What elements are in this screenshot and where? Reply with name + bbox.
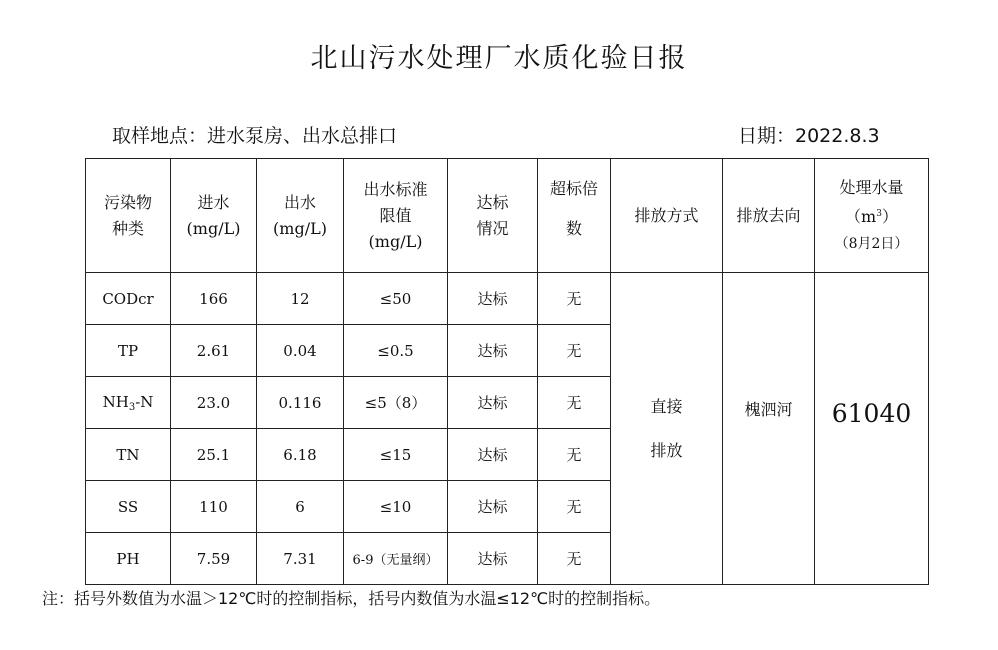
cell-status: 达标: [448, 273, 538, 325]
cell-pollutant: SS: [86, 481, 171, 533]
cell-status: 达标: [448, 429, 538, 481]
cell-discharge-method: 直接 排放: [611, 273, 723, 585]
cell-discharge-destination: 槐泗河: [723, 273, 815, 585]
cell-inflow: 7.59: [171, 533, 257, 585]
cell-inflow: 2.61: [171, 325, 257, 377]
header-limit: 出水标准 限值 (mg/L): [344, 159, 448, 273]
cell-status: 达标: [448, 325, 538, 377]
header-status: 达标 情况: [448, 159, 538, 273]
cell-pollutant: CODcr: [86, 273, 171, 325]
cell-pollutant: TP: [86, 325, 171, 377]
header-pollutant: 污染物 种类: [86, 159, 171, 273]
cell-limit: ≤15: [344, 429, 448, 481]
water-quality-table: [85, 158, 929, 585]
cell-inflow: 110: [171, 481, 257, 533]
header-method: 排放方式: [611, 159, 723, 273]
cell-pollutant: PH: [86, 533, 171, 585]
report-date: 日期：2022.8.3: [738, 125, 880, 147]
cell-outflow: 0.04: [257, 325, 344, 377]
cell-exceed: 无: [538, 273, 611, 325]
sampling-location: 取样地点：进水泵房、出水总排口: [112, 125, 398, 147]
header-exceed: 超标倍 数: [538, 159, 611, 273]
header-destination: 排放去向: [723, 159, 815, 273]
table-row: [86, 273, 929, 325]
cell-outflow: 0.116: [257, 377, 344, 429]
page-title: 北山污水处理厂水质化验日报: [310, 43, 688, 74]
cell-exceed: 无: [538, 377, 611, 429]
cell-limit: ≤10: [344, 481, 448, 533]
header-inflow: 进水 (mg/L): [171, 159, 257, 273]
cell-status: 达标: [448, 481, 538, 533]
cell-inflow: 166: [171, 273, 257, 325]
cell-outflow: 12: [257, 273, 344, 325]
cell-outflow: 6.18: [257, 429, 344, 481]
cell-status: 达标: [448, 533, 538, 585]
cell-exceed: 无: [538, 429, 611, 481]
cell-limit: 6-9（无量纲）: [344, 533, 448, 585]
cell-exceed: 无: [538, 325, 611, 377]
cell-pollutant: TN: [86, 429, 171, 481]
cell-exceed: 无: [538, 481, 611, 533]
cell-outflow: 6: [257, 481, 344, 533]
header-volume: 处理水量 $(m^3)$ （8月2日）: [815, 159, 929, 273]
header-row: [86, 159, 929, 273]
cell-inflow: 25.1: [171, 429, 257, 481]
footnote: 注：括号外数值为水温＞12℃时的控制指标，括号内数值为水温≤12℃时的控制指标。: [42, 589, 661, 608]
cell-inflow: 23.0: [171, 377, 257, 429]
cell-status: 达标: [448, 377, 538, 429]
cell-pollutant: $NH_3-N$: [86, 377, 171, 429]
cell-outflow: 7.31: [257, 533, 344, 585]
header-outflow: 出水 (mg/L): [257, 159, 344, 273]
cell-limit: ≤0.5: [344, 325, 448, 377]
cell-treated-volume: 61040: [815, 273, 929, 585]
cell-exceed: 无: [538, 533, 611, 585]
cell-limit: ≤5（8）: [344, 377, 448, 429]
cell-limit: ≤50: [344, 273, 448, 325]
